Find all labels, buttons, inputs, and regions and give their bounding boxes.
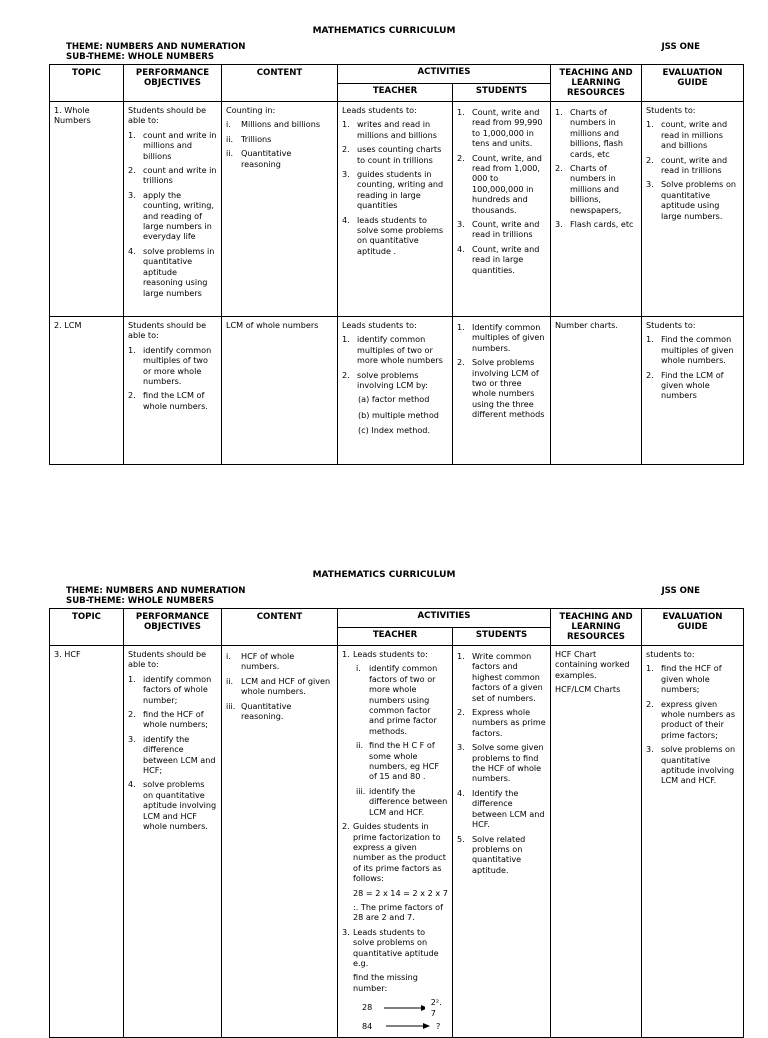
method-item: (c) Index method. — [358, 425, 431, 436]
objectives-cell — [124, 102, 222, 317]
objectives-cell — [124, 646, 222, 1038]
table-row — [50, 102, 744, 317]
resources-text: HCF/LCM Charts — [555, 684, 621, 695]
list-text: Express whole numbers as prime factors. — [472, 707, 546, 738]
list-marker: 3. — [342, 169, 350, 180]
content-cell — [222, 102, 338, 317]
objectives-list-item — [128, 709, 217, 730]
list-text: Charts of numbers in millions and billions, flash cards, etc — [570, 107, 623, 159]
list-marker: 1. — [646, 663, 654, 674]
header-topic: TOPIC — [50, 609, 124, 646]
students-list-item — [457, 651, 546, 703]
list-text: find the H C F of some whole numbers, eg HCF of 15 and 80 . — [369, 740, 440, 782]
list-text: count, write and read in trillions — [661, 154, 728, 176]
table-row — [50, 646, 744, 1038]
list-text: Find the common multiples of given whole numbers. — [661, 334, 734, 366]
evaluation-list-item — [646, 699, 739, 741]
teacher-list-item — [342, 144, 448, 165]
theme-line: THEME: NUMBERS AND NUMERATION — [66, 586, 246, 596]
resources-list-item — [555, 163, 637, 215]
list-text: Count, write, and read from 1,000, 000 to 100,000,000 in hundreds and thousands. — [472, 152, 542, 215]
list-text: Charts of numbers in millions and billions, newspapers, — [570, 163, 622, 215]
teacher-cell — [338, 317, 453, 465]
students-list-item — [457, 788, 546, 830]
list-marker: iii. — [356, 785, 366, 796]
list-text: Quantitative reasoning. — [241, 700, 292, 722]
teacher-list — [342, 119, 448, 256]
evaluation-list-item — [646, 663, 739, 694]
list-marker: 2. — [646, 698, 654, 709]
header-students: STUDENTS — [453, 627, 551, 646]
list-text: Solve problems involving LCM of two or three whole numbers using the three different methods — [472, 357, 545, 420]
list-text: HCF of whole numbers. — [241, 651, 295, 672]
objectives-intro: Students should be able to: — [128, 649, 207, 670]
resources-cell — [551, 317, 642, 465]
teacher-intro: Leads students to: — [342, 320, 417, 330]
evaluation-list-item — [646, 370, 739, 401]
list-text: Identify common multiples of given numbers. — [472, 322, 545, 353]
list-marker: 3. — [457, 742, 465, 753]
arrow-right-value: ? — [436, 1021, 441, 1031]
list-marker: 1. — [457, 107, 465, 117]
list-text: Flash cards, etc — [570, 219, 634, 230]
students-list-item — [457, 357, 546, 419]
list-marker: 1. — [128, 344, 136, 355]
list-marker: iii. — [226, 700, 236, 711]
class-label: JSS ONE — [661, 586, 700, 596]
students-list-item — [457, 107, 546, 149]
list-text: identify common multiples of two or more whole numbers. — [143, 344, 212, 387]
students-list-item — [457, 322, 546, 353]
list-text: writes and read in millions and billions — [357, 119, 437, 140]
list-marker: 2. — [646, 369, 654, 380]
list-text: guides students in counting, writing and reading in large quantities — [357, 169, 444, 211]
theme-line: THEME: NUMBERS AND NUMERATION — [66, 42, 246, 52]
list-marker: 2. — [342, 369, 350, 380]
document-title: MATHEMATICS CURRICULUM — [312, 26, 456, 36]
students-list — [457, 651, 546, 875]
topic-cell — [50, 646, 124, 1038]
list-text: solve problems on quantitative aptitude involving LCM and HCF. — [661, 744, 736, 786]
list-text: leads students to solve some problems on quantitative aptitude . — [357, 214, 444, 256]
evaluation-list — [646, 119, 739, 221]
list-marker: ii. — [226, 133, 234, 144]
objectives-list — [128, 674, 217, 832]
evaluation-list-item — [646, 744, 739, 786]
list-marker: 3. — [646, 744, 654, 755]
list-text: Solve problems on quantitative aptitude using large numbers. — [661, 179, 737, 221]
factor-equation: 28 = 2 x 14 = 2 x 2 x 7 — [353, 887, 448, 898]
list-text: identify the difference between LCM and HCF. — [369, 785, 448, 817]
teacher-cell — [338, 102, 453, 317]
list-text: identify common factors of two or more whole numbers using common factor and prime factor methods. — [369, 663, 438, 736]
header-objectives: PERFORMANCE OBJECTIVES — [124, 609, 222, 646]
teacher-list-item — [342, 169, 448, 211]
evaluation-list-item — [646, 155, 739, 176]
table-row — [50, 317, 744, 465]
list-marker: 3. — [457, 219, 465, 230]
list-marker: 1. — [342, 334, 350, 345]
list-marker: 4. — [457, 787, 465, 798]
list-marker: 2. — [457, 707, 465, 718]
list-marker: 2. — [128, 165, 136, 176]
list-text: apply the counting, writing, and reading of large numbers in everyday life — [143, 189, 214, 242]
teacher-step-3 — [342, 927, 448, 969]
list-marker: i. — [356, 663, 361, 674]
resources-list — [555, 107, 637, 229]
list-marker: 4. — [128, 245, 136, 256]
list-text: Solve related problems on quantitative aptitude. — [472, 833, 526, 875]
header-content: CONTENT — [222, 65, 338, 102]
list-text: Count, write and read in large quantities. — [472, 243, 540, 275]
teacher-sub-list-item — [342, 663, 448, 736]
content-list-item — [226, 119, 333, 129]
list-text: solve problems in quantitative aptitude reasoning using large numbers — [143, 245, 215, 298]
objectives-list-item — [128, 130, 217, 161]
arrow-right-value: 2². 7 — [430, 997, 442, 1018]
content-list-item — [226, 651, 333, 672]
teacher-intro: Leads students to: — [342, 105, 417, 115]
students-list-item — [457, 834, 546, 876]
header-resources: TEACHING AND LEARNING RESOURCES — [551, 65, 642, 102]
curriculum-page-1 — [0, 24, 768, 465]
header-activities: ACTIVITIES — [338, 609, 551, 628]
teacher-step-1 — [342, 649, 448, 659]
list-text: Write common factors and highest common factors of a given set of numbers. — [472, 651, 543, 703]
list-text: Leads students to solve problems on quantitative aptitude e.g. — [353, 926, 439, 968]
list-text: solve problems on quantitative aptitude involving LCM and HCF whole numbers. — [143, 779, 217, 832]
curriculum-table — [49, 64, 744, 465]
list-marker: 3. — [128, 189, 136, 200]
list-marker: 2. — [128, 709, 136, 720]
list-marker: 1. — [128, 129, 136, 140]
evaluation-cell — [642, 102, 744, 317]
list-text: Identify the difference between LCM and HCF. — [472, 787, 545, 830]
class-label: JSS ONE — [661, 42, 700, 52]
method-list — [342, 394, 448, 435]
list-marker: 1. — [457, 651, 465, 661]
list-text: Trillions — [241, 133, 272, 144]
header-topic: TOPIC — [50, 65, 124, 102]
list-text: find the HCF of whole numbers; — [143, 709, 209, 730]
topic-text: 1. Whole Numbers — [54, 105, 91, 126]
list-text: express given whole numbers as product of their prime factors; — [661, 698, 736, 740]
curriculum-table — [49, 608, 744, 1038]
topic-text: 2. LCM — [54, 320, 82, 330]
students-list-item — [457, 244, 546, 275]
evaluation-list — [646, 334, 739, 400]
curriculum-page-2 — [0, 568, 768, 1038]
list-marker: 3. — [128, 733, 136, 744]
list-marker: 1. — [646, 119, 654, 130]
list-marker: ii. — [226, 675, 234, 686]
header-evaluation: EVALUATION GUIDE — [642, 65, 744, 102]
evaluation-intro: Students to: — [646, 105, 696, 115]
header-activities: ACTIVITIES — [338, 65, 551, 84]
objectives-cell — [124, 317, 222, 465]
list-text: Leads students to: — [353, 649, 428, 659]
objectives-list-item — [128, 246, 217, 298]
list-text: uses counting charts to count in trillions — [357, 144, 442, 165]
list-marker: 2. — [646, 154, 654, 165]
resources-cell — [551, 646, 642, 1038]
teacher-sub-list-item — [342, 786, 448, 817]
list-marker: 1. — [457, 322, 465, 332]
header-teacher: TEACHER — [338, 83, 453, 102]
list-text: identify common multiples of two or more whole numbers — [357, 334, 443, 366]
objectives-list-item — [128, 165, 217, 186]
content-list-item — [226, 148, 333, 169]
content-list — [226, 651, 333, 721]
arrow-example — [362, 1021, 448, 1031]
topic-cell — [50, 317, 124, 465]
list-text: Quantitative reasoning — [241, 148, 292, 169]
evaluation-intro: Students to: — [646, 320, 696, 330]
students-cell — [453, 102, 551, 317]
list-marker: 4. — [128, 779, 136, 790]
teacher-sub-list — [342, 663, 448, 817]
theme-block — [66, 586, 706, 608]
students-list — [457, 322, 546, 420]
list-marker: 4. — [457, 243, 465, 254]
list-marker: 2. — [342, 821, 350, 832]
objectives-list-item — [128, 734, 217, 776]
resources-list-item — [555, 107, 637, 159]
list-marker: 5. — [457, 833, 465, 844]
header-content: CONTENT — [222, 609, 338, 646]
list-text: count and write in millions and billions — [143, 129, 217, 161]
list-text: LCM and HCF of given whole numbers. — [241, 675, 331, 697]
list-marker: 1. — [555, 107, 563, 117]
content-list-item — [226, 701, 333, 722]
content-cell — [222, 317, 338, 465]
list-text: solve problems involving LCM by: — [357, 369, 429, 391]
objectives-list-item — [128, 345, 217, 387]
list-marker: i. — [226, 651, 231, 661]
teacher-list-item — [342, 119, 448, 140]
list-marker: 3. — [646, 179, 654, 190]
right-arrow-icon — [386, 1022, 430, 1030]
students-cell — [453, 317, 551, 465]
students-list-item — [457, 707, 546, 738]
students-list-item — [457, 742, 546, 784]
evaluation-cell — [642, 646, 744, 1038]
students-list — [457, 107, 546, 275]
subtheme-line: SUB-THEME: WHOLE NUMBERS — [66, 52, 215, 62]
list-marker: 4. — [342, 214, 350, 225]
list-marker: i. — [226, 119, 231, 130]
teacher-list-item — [342, 215, 448, 257]
objectives-list — [128, 130, 217, 298]
method-item: (b) multiple method — [358, 409, 439, 420]
evaluation-intro: students to: — [646, 649, 695, 659]
find-missing-label: find the missing number: — [353, 972, 418, 993]
resources-text: Number charts. — [555, 320, 618, 330]
topic-cell — [50, 102, 124, 317]
list-text: identify common factors of whole number; — [143, 673, 212, 705]
students-list-item — [457, 153, 546, 215]
header-students: STUDENTS — [453, 83, 551, 102]
list-marker: 2. — [457, 152, 465, 163]
teacher-sub-list-item — [342, 740, 448, 782]
header-resources: TEACHING AND LEARNING RESOURCES — [551, 609, 642, 646]
factor-result: :. The prime factors of 28 are 2 and 7. — [353, 901, 443, 923]
list-marker: 3. — [555, 219, 563, 230]
list-marker: ii. — [226, 148, 234, 159]
teacher-step-2 — [342, 821, 448, 883]
arrow-left-value: 28 — [362, 1002, 373, 1013]
arrow-example — [362, 997, 448, 1018]
list-marker: 2. — [555, 163, 563, 174]
header-teacher: TEACHER — [338, 627, 453, 646]
content-list — [226, 119, 333, 169]
objectives-list-item — [128, 390, 217, 411]
list-marker: 2. — [342, 144, 350, 155]
list-marker: 1. — [128, 673, 136, 684]
subtheme-line: SUB-THEME: WHOLE NUMBERS — [66, 596, 215, 606]
list-text: Millions and billions — [241, 119, 321, 130]
teacher-cell — [338, 646, 453, 1038]
objectives-list-item — [128, 190, 217, 242]
right-arrow-icon — [384, 1004, 425, 1012]
list-text: Find the LCM of given whole numbers — [661, 369, 724, 401]
evaluation-list — [646, 663, 739, 785]
teacher-list-item — [342, 334, 448, 365]
list-text: Guides students in prime factorization to express a given number as the product of its prime factors as follows: — [353, 821, 446, 884]
list-marker: 1. — [342, 649, 350, 659]
topic-text: 3. HCF — [54, 649, 81, 659]
list-text: Count, write and read from 99,990 to 1,000,000 in tens and units. — [472, 107, 543, 149]
content-text: LCM of whole numbers — [226, 320, 319, 330]
teacher-list — [342, 334, 448, 390]
evaluation-list-item — [646, 179, 739, 221]
content-list-item — [226, 134, 333, 144]
list-marker: 1. — [646, 334, 654, 345]
students-cell — [453, 646, 551, 1038]
list-text: identify the difference between LCM and HCF; — [143, 733, 216, 776]
resources-cell — [551, 102, 642, 317]
list-marker: 2. — [457, 357, 465, 368]
content-intro: Counting in: — [226, 105, 276, 115]
objectives-list-item — [128, 779, 217, 831]
content-list-item — [226, 676, 333, 697]
evaluation-list-item — [646, 119, 739, 150]
resources-text: HCF Chart containing worked examples. — [555, 649, 630, 680]
list-marker: 2. — [128, 390, 136, 401]
resources-list-item — [555, 219, 637, 229]
teacher-list-item — [342, 370, 448, 391]
list-text: find the HCF of given whole numbers; — [661, 663, 722, 695]
objectives-list-item — [128, 674, 217, 705]
arrow-left-value: 84 — [362, 1021, 373, 1031]
list-text: count and write in trillions — [143, 165, 217, 186]
header-evaluation: EVALUATION GUIDE — [642, 609, 744, 646]
theme-block — [66, 42, 706, 64]
content-cell — [222, 646, 338, 1038]
evaluation-cell — [642, 317, 744, 465]
method-item: (a) factor method — [358, 394, 430, 405]
list-text: Solve some given problems to find the HCF of whole numbers. — [472, 742, 544, 784]
header-objectives: PERFORMANCE OBJECTIVES — [124, 65, 222, 102]
students-list-item — [457, 219, 546, 240]
list-text: find the LCM of whole numbers. — [143, 390, 208, 411]
objectives-intro: Students should be able to: — [128, 320, 207, 341]
list-marker: ii. — [356, 740, 364, 751]
objectives-list — [128, 345, 217, 411]
list-marker: 3. — [342, 926, 350, 937]
list-text: Count, write and read in trillions — [472, 219, 540, 240]
objectives-intro: Students should be able to: — [128, 105, 207, 126]
list-text: count, write and read in millions and billions — [661, 119, 728, 151]
evaluation-list-item — [646, 334, 739, 365]
list-marker: 1. — [342, 119, 350, 130]
document-title: MATHEMATICS CURRICULUM — [312, 570, 456, 580]
